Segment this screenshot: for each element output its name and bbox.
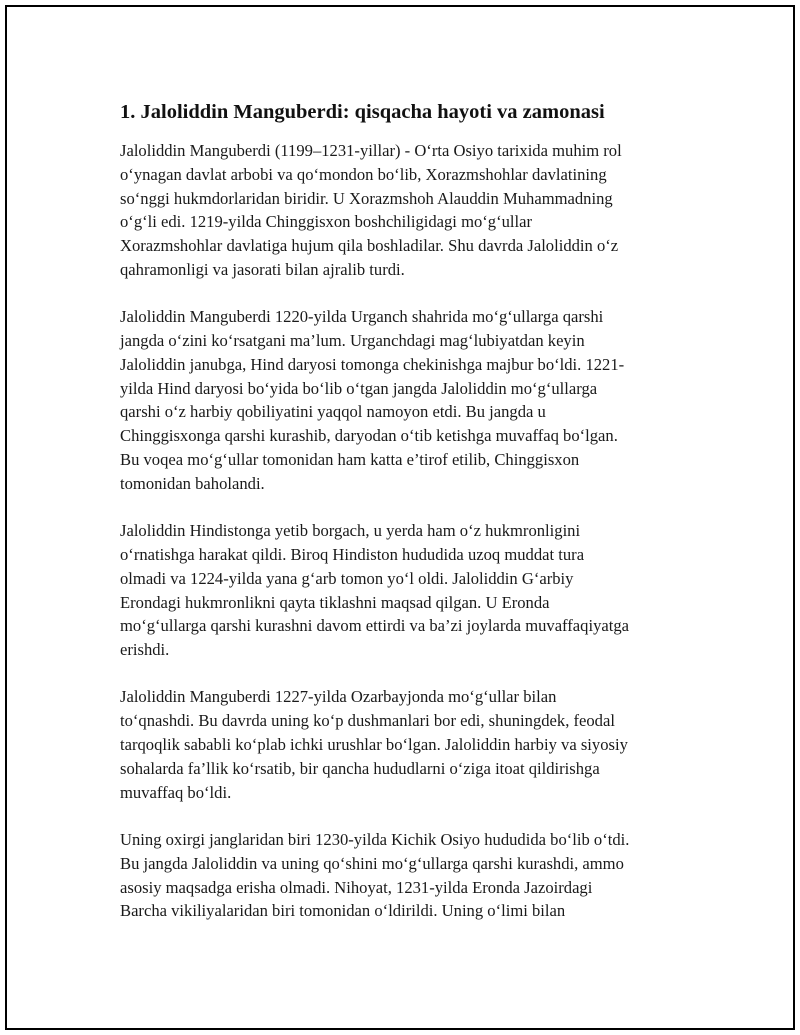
section-heading: 1. Jaloliddin Manguberdi: qisqacha hayoti va zamonasi bbox=[120, 101, 605, 123]
paragraph-line: tarqoqlik sababli ko‘plab ichki urushlar bo‘lgan. Jaloliddin harbiy va siyosiy bbox=[120, 735, 628, 755]
paragraph-line: tomonidan baholandi. bbox=[120, 473, 265, 493]
paragraph-line: erishdi. bbox=[120, 640, 170, 660]
paragraph-line: Jaloliddin Manguberdi 1227-yilda Ozarbayjonda mo‘g‘ullar bilan bbox=[120, 687, 557, 707]
paragraph-line: Jaloliddin Manguberdi (1199–1231-yillar) - O‘rta Osiyo tarixida muhim rol bbox=[120, 141, 622, 160]
paragraph-line: qarshi o‘z harbiy qobiliyatini yaqqol namoyon etdi. Bu jangda u bbox=[120, 402, 546, 422]
paragraph-line: mo‘g‘ullarga qarshi kurashni davom ettirdi va ba’zi joylarda muvaffaqiyatga bbox=[120, 616, 630, 636]
paragraph-line: Chinggisxonga qarshi kurashib, daryodan o‘tib ketishga muvaffaq bo‘lgan. bbox=[120, 426, 618, 446]
paragraph-line: yilda Hind daryosi bo‘yida bo‘lib o‘tgan jangda Jaloliddin mo‘g‘ullarga bbox=[120, 378, 598, 398]
paragraph-line: muvaffaq bo‘ldi. bbox=[120, 782, 232, 802]
document-body bbox=[120, 97, 695, 947]
paragraph-line: Jaloliddin Hindistonga yetib borgach, u yerda ham o‘z hukmronligini bbox=[120, 521, 581, 541]
paragraph-line: o‘rnatishga harakat qildi. Biroq Hindiston hududida uzoq muddat tura bbox=[120, 544, 585, 564]
paragraph-line: o‘ynagan davlat arbobi va qo‘mondon bo‘lib, Xorazmshohlar davlatining bbox=[120, 164, 607, 184]
paragraph-5 bbox=[120, 828, 695, 923]
paragraph-line: so‘nggi hukmdorlaridan biridir. U Xorazmshoh Alauddin Muhammadning bbox=[120, 188, 613, 208]
page-frame bbox=[5, 5, 795, 1030]
paragraph-line: Bu voqea mo‘g‘ullar tomonidan ham katta e’tirof etilib, Chinggisxon bbox=[120, 450, 580, 470]
paragraph-line: Jaloliddin janubga, Hind daryosi tomonga chekinishga majbur bo‘ldi. 1221- bbox=[120, 354, 625, 374]
paragraph-line: o‘g‘li edi. 1219-yilda Chinggisxon boshchiligidagi mo‘g‘ullar bbox=[120, 212, 533, 232]
paragraph-line: jangda o‘zini ko‘rsatgani ma’lum. Urganchdagi mag‘lubiyatdan keyin bbox=[120, 331, 585, 351]
paragraph-2 bbox=[120, 305, 695, 495]
paragraph-line: Jaloliddin Manguberdi 1220-yilda Urganch shahrida mo‘g‘ullarga qarshi bbox=[120, 307, 604, 327]
paragraph-line: asosiy maqsadga erisha olmadi. Nihoyat, 1231-yilda Eronda Jazoirdagi bbox=[120, 877, 593, 897]
paragraph-line: Bu jangda Jaloliddin va uning qo‘shini mo‘g‘ullarga qarshi kurashdi, ammo bbox=[120, 853, 624, 873]
paragraph-line: to‘qnashdi. Bu davrda uning ko‘p dushmanlari bor edi, shuningdek, feodal bbox=[120, 711, 615, 731]
paragraph-line: olmadi va 1224-yilda yana g‘arb tomon yo‘l oldi. Jaloliddin G‘arbiy bbox=[120, 568, 574, 588]
paragraph-line: sohalarda fa’llik ko‘rsatib, bir qancha hududlarni o‘ziga itoat qildirishga bbox=[120, 758, 600, 778]
paragraph-line: Uning oxirgi janglaridan biri 1230-yilda Kichik Osiyo hududida bo‘lib o‘tdi. bbox=[120, 829, 630, 849]
paragraph-4 bbox=[120, 685, 695, 804]
paragraph-line: Erondagi hukmronlikni qayta tiklashni maqsad qilgan. U Eronda bbox=[120, 592, 550, 612]
paragraph-line: qahramonligi va jasorati bilan ajralib turdi. bbox=[120, 259, 405, 279]
paragraph-line: Xorazmshohlar davlatiga hujum qila boshladilar. Shu davrda Jaloliddin o‘z bbox=[120, 236, 619, 256]
paragraph-1 bbox=[120, 139, 695, 282]
paragraph-line: Barcha vikiliyalaridan biri tomonidan o‘ldirildi. Uning o‘limi bilan bbox=[120, 901, 566, 921]
paragraph-3 bbox=[120, 519, 695, 662]
